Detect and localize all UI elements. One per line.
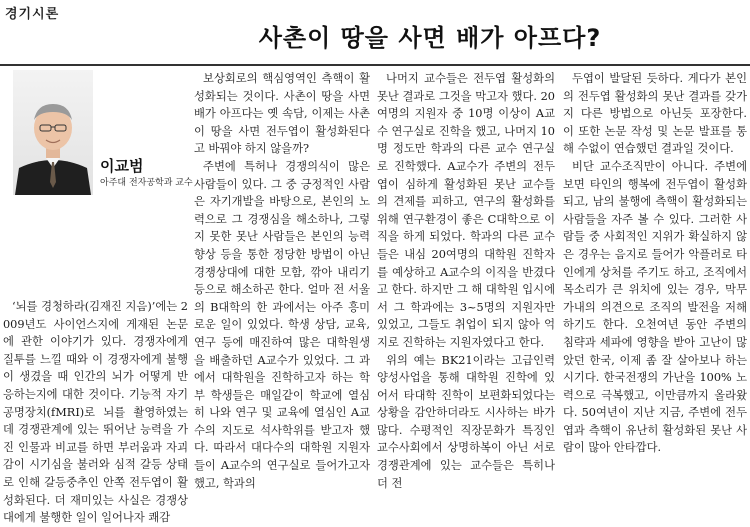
article-column-4	[563, 70, 747, 468]
section-label: 경기시론	[5, 7, 60, 22]
paragraph: 두엽이 발달된 듯하다. 게다가 본인의 전두엽 활성화의 못난 결과를 갖가지 다른 방법으로 아닌듯 포장한다. 이 또한 논문 작성 및 논문 발표를 통해 수없이 연습했던 결과일 것이다.	[563, 72, 747, 156]
author-portrait-icon	[13, 70, 93, 195]
header-rule	[0, 64, 750, 66]
author-name: 이교범	[100, 157, 144, 175]
author-title: 아주대 전자공학과 교수	[100, 178, 193, 188]
paragraph: 위의 예는 BK21이라는 고급인력 양성사업을 통해 대학원 진학에 있어서 타대학 진학이 보편화되었다는 상황을 감안하더라도 시사하는 바가 많다. 수평적인 직장문화가 특징인 교수사회에서 상명하복이 아닌 서로 경쟁관계에 있는 교수들은 특히나 더 전	[377, 353, 555, 490]
paragraph: 보상회로의 핵심영역인 측핵이 활성화되는 것이다. 사촌이 땅을 사면 배가 아프다는 옛 속담, 이제는 사촌이 땅을 사면 전두엽이 활성화된다고 바꿔야 하지 않을까?	[194, 72, 370, 156]
paragraph: 비단 교수조직만이 아니다. 주변에 보면 타인의 행복에 전두엽이 활성화 되고, 남의 불행에 측핵이 활성화되는 사람들을 자주 볼 수 있다. 그러한 사람들 중 사회적인 지위가 확실하지 않은 경우는 음지로 들어가 악플러로 타인에게 상처를 주기도 하고, 조직에서 목소리가 큰 위치에 있는 경우, 막무가내의 의견으로 조직의 발전을 저해하기도 한다. 오천여년 동안 주변의 침략과 세파에 영향을 받아 고난이 많았던 한국, 이제 좀 잘 살아보나 하는 시기다. 한국전쟁의 가난을 100% 노력으로 극복했고, 이만큼까지 올라왔다. 50여년이 지난 지금, 주변에 전두엽과 측핵이 유난히 활성화된 못난 사람이 많아 안타깝다.	[563, 159, 747, 455]
page-title: 사촌이 땅을 사면 배가 아프다?	[258, 24, 602, 52]
article-column-3	[377, 70, 555, 490]
author-photo	[13, 70, 93, 195]
article-column-2	[194, 70, 370, 490]
paragraph: ‘뇌를 경청하라(김재진 지음)’에는 2009년도 사이언스지에 게재된 논문에 관한 이야기가 있다. 경쟁자에게 질투를 느낄 때와 이 경쟁자에게 불행이 생겼을 때 인간의 뇌가 어떻게 반응하는지에 대한 것이다. 기능적 자기공명장치(fMRI)로 뇌를 촬영하였는데 경쟁관계에 있는 뛰어난 능력을 가진 인물과 비교를 하면 부러움과 자괴감이 시기심을 불러와 심적 갈등 상태로 인해 갈등중추인 안쪽 전두엽이 활성화된다. 더 재미있는 사실은 경쟁상대에게 불행한 일이 일어나자 쾌감	[3, 300, 188, 525]
paragraph: 주변에 특허나 경쟁의식이 많은 사람들이 있다. 그 중 긍정적인 사람은 자기개발을 바탕으로, 본인의 노력으로 그 경쟁심을 해소하나, 그렇지 못한 못난 사람들은 본인의 능력향상 등을 통한 정당한 방법이 아닌 경쟁상대에 대한 모함, 깎아 내리기 등으로 해소하곤 한다. 얼마 전 서울의 B대학의 한 과에서는 아주 흥미로운 일이 있었다. 학생 상담, 교육, 연구 등에 매진하여 많은 대학원생을 배출하던 A교수가 있었다. 그 과에서 대학원을 진학하고자 하는 학부 학생들은 매일같이 학교에 열심히 나와 연구 및 교육에 열심인 A교수의 지도로 석사학위를 받고자 했다. 따라서 대다수의 대학원 지원자들이 A교수의 연구실로 들어가고자 했고, 학과의	[194, 159, 370, 490]
article-column-1	[3, 298, 188, 525]
paragraph: 나머지 교수들은 전두엽 활성화의 못난 결과로 그것을 막고자 했다. 20여명의 지원자 중 10명 이상이 A교수 연구실로 진학을 했고, 나머지 10명 정도만 학과의 다른 교수 연구실로 진학했다. A교수가 주변의 전두엽이 심하게 활성화된 못난 교수들의 견제를 피하고, 연구의 활성화를 위해 연구환경이 좋은 C대학으로 이직을 하게 되었다. 학과의 다른 교수들은 내심 20여명의 대학원 진학자를 예상하고 A교수의 이직을 반겼다고 한다. 하지만 그 해 대학원 입시에서 그 학과에는 3~5명의 지원자만 있었고, 그들도 취업이 되지 않아 억지로 진학하는 지원자였다고 한다.	[377, 72, 555, 349]
